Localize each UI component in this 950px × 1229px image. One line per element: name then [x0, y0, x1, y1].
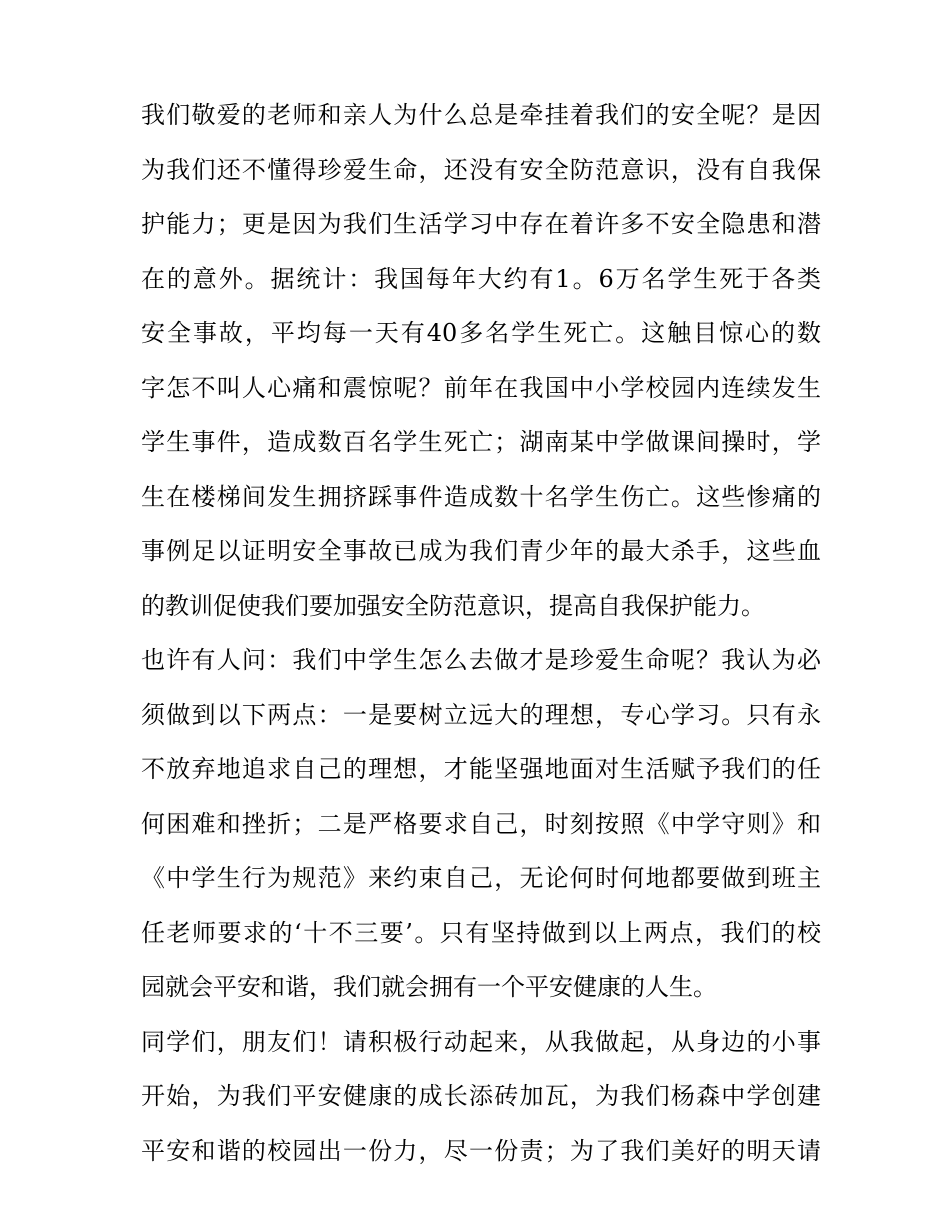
text-line: 生在楼梯间发生拥挤踩事件造成数十名学生伤亡。这些惨痛的 [141, 482, 821, 511]
text-line: 何困难和挫折；二是严格要求自己，时刻按照《中学守则》和 [141, 809, 821, 838]
text-line-paragraph-end: 园就会平安和谐，我们就会拥有一个平安健康的人生。 [141, 973, 717, 1001]
text-line: 同学们，朋友们！请积极行动起来，从我做起，从身边的小事 [141, 1027, 821, 1056]
text-line: 安全事故，平均每一天有40多名学生死亡。这触目惊心的数 [141, 319, 821, 347]
text-line: 为我们还不懂得珍爱生命，还没有安全防范意识，没有自我保 [141, 155, 821, 184]
body-text [141, 98, 821, 1188]
text-line: 开始，为我们平安健康的成长添砖加瓦，为我们杨森中学创建 [141, 1082, 821, 1110]
text-line: 须做到以下两点：一是要树立远大的理想，专心学习。只有永 [141, 700, 821, 729]
text-line: 护能力；更是因为我们生活学习中存在着许多不安全隐患和潜 [141, 210, 821, 238]
text-line: 学生事件，造成数百名学生死亡；湖南某中学做课间操时，学 [141, 428, 821, 456]
text-line: 也许有人问：我们中学生怎么去做才是珍爱生命呢？我认为必 [141, 646, 821, 674]
text-line: 事例足以证明安全事故已成为我们青少年的最大杀手，这些血 [141, 537, 821, 565]
text-line: 我们敬爱的老师和亲人为什么总是牵挂着我们的安全呢？是因 [141, 101, 821, 129]
text-line: 在的意外。据统计：我国每年大约有1。6万名学生死于各类 [141, 264, 821, 293]
text-line: 不放弃地追求自己的理想，才能坚强地面对生活赋予我们的任 [141, 755, 821, 783]
text-line: 字怎不叫人心痛和震惊呢？前年在我国中小学校园内连续发生 [141, 373, 821, 402]
text-line: 《中学生行为规范》来约束自己，无论何时何地都要做到班主 [141, 864, 821, 892]
text-line: 任老师要求的‘十不三要’。只有坚持做到以上两点，我们的校 [141, 918, 821, 947]
text-line: 平安和谐的校园出一份力，尽一份责；为了我们美好的明天请 [141, 1136, 821, 1165]
text-line-paragraph-end: 的教训促使我们要加强安全防范意识，提高自我保护能力。 [141, 591, 765, 620]
